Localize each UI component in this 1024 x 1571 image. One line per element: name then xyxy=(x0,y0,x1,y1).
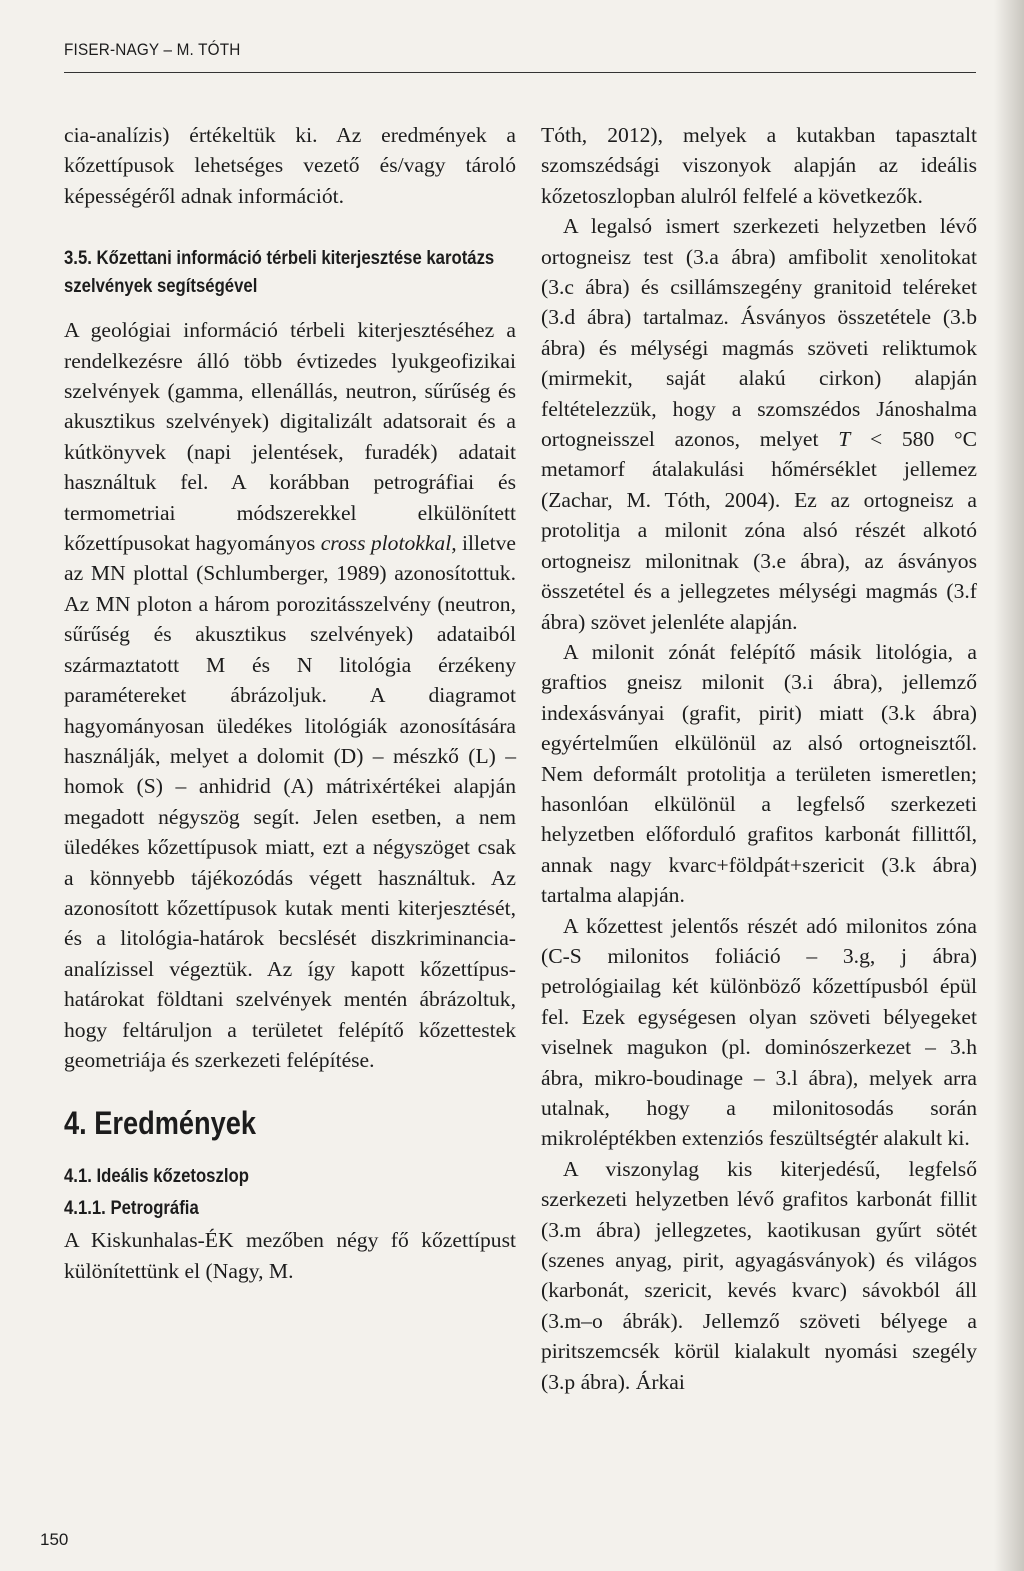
right-column xyxy=(541,120,977,1397)
subsection-heading: 4.1. Ideális kőzetoszlop xyxy=(64,1166,249,1188)
paragraph: A Kiskunhalas-ÉK mezőben négy fő kőzettípust különítettünk el (Nagy, M. xyxy=(64,1228,516,1283)
paragraph: Tóth, 2012), melyek a kutakban tapasztalt szomszédsági viszonyok alapján az ideális kőzetoszlopban alulról felfelé a következők. xyxy=(541,123,977,208)
page-number: 150 xyxy=(40,1530,69,1549)
paragraph: cia-analízis) értékeltük ki. Az eredmények a kőzettípusok lehetséges vezető és/vagy tároló képességéről adnak információt. xyxy=(64,123,516,208)
page-edge-shadow xyxy=(994,0,1024,1571)
header-rule xyxy=(64,72,976,73)
running-head: FISER-NAGY – M. TÓTH xyxy=(64,40,241,59)
paragraph: A kőzettest jelentős részét adó milonitos zóna (C-S milonitos foliáció – 3.g, j ábra) petrológiailag két különböző kőzettípusból épül fel. Ezek egységesen olyan szöveti bélyegeket viselnek magukon (pl. dominószerkezet – 3.h ábra, mikro-boudinage – 3.l ábra), melyek arra utalnak, hogy a milonitosodás során mikroléptékben extenziós feszültségtér alakult ki. xyxy=(541,913,977,1151)
paragraph: A milonit zónát felépítő másik litológia, a graftios gneisz milonit (3.i ábra), jellemző indexásványai (grafit, pirit) miatt (3.k ábra) egyértelműen elkülönül az alsó ortogneisztől. Nem deformált protolitja a területen ismeretlen; hasonlóan elkülönül a legfelső szerkezeti helyzetben előforduló grafitos karbonát fillittől, annak nagy kvarc+földpát+szericit (3.k ábra) tartalma alapján. xyxy=(541,639,977,908)
left-column xyxy=(64,120,516,1286)
section-heading: 3.5. Kőzettani információ térbeli kiterjesztése karotázs szelvények segítségével xyxy=(64,248,495,298)
paragraph: A geológiai információ térbeli kiterjesztéséhez a rendelkezésre álló több évtizedes lyukgeofizikai szelvények (gamma, ellenállás, neutron, sűrűség és akusztikus szelvények) digitalizált adatsorait és a kútkönyvek (napi jelentések, furadék) adatait használtuk fel. A korábban petrográfiai és termometriai módszerekkel elkülönített kőzettípusokat hagyományos cross plotokkal, illetve az MN plottal (Schlumberger, 1989) azonosítottuk. Az MN ploton a három porozitásszelvény (neutron, sűrűség és akusztikus szelvények) adataiból származtatott M és N litológia érzékeny paramétereket ábrázoljuk. A diagramot hagyományosan üledékes litológiák azonosítására használják, melyet a dolomit (D) – mészkő (L) – homok (S) – anhidrid (A) mátrixértékei alapján megadott négyszög segít. Jelen esetben, a nem üledékes kőzettípusok miatt, ezt a négyszöget csak a könnyebb tájékozódás végett használtuk. Az azonosított kőzettípusok kutak menti kiterjesztését, és a litológia-határok becslését diszkriminancia-analízissel végeztük. Az így kapott kőzettípus-határokat földtani szelvények mentén ábrázoltuk, hogy feltáruljon a területet felépítő kőzettestek geometriája és szerkezeti felépítése. xyxy=(64,318,517,1072)
paragraph: A legalsó ismert szerkezeti helyzetben lévő ortogneisz test (3.a ábra) amfibolit xenolitokat (3.c ábra) és csillámszegény granitoid teléreket (3.d ábra) tartalmaz. Ásványos összetétele (3.b ábra) és mélységi magmás szöveti reliktumok (mirmekit, saját alakú cirkon) alapján feltételezzük, hogy a szomszédos Jánoshalma ortogneisszel azonos, melyet T < 580 °C metamorf átalakulási hőmérséklet jellemez (Zachar, M. Tóth, 2004). Ez az ortogneisz a protolitja a milonit zóna alsó részét alkotó ortogneisz milonitnak (3.e ábra), az ásványos összetétel és a jellegzetes mélységi magmás (3.f ábra) szövet jelenléte alapján. xyxy=(541,214,977,634)
subsubsection-heading: 4.1.1. Petrográfia xyxy=(64,1198,199,1220)
chapter-heading: 4. Eredmények xyxy=(64,1105,257,1142)
paragraph: A viszonylag kis kiterjedésű, legfelső szerkezeti helyzetben lévő grafitos karbonát fillit (3.m ábra) jellegzetes, kaotikusan gyűrt sötét (szenes anyag, pirit, agyagásványok) és világos (karbonát, szericit, kevés kvarc) sávokból áll (3.m–o ábrák). Jellemző szöveti bélyege a piritszemcsék körül kialakult nyomási szegély (3.p ábra). Árkai xyxy=(541,1156,977,1394)
